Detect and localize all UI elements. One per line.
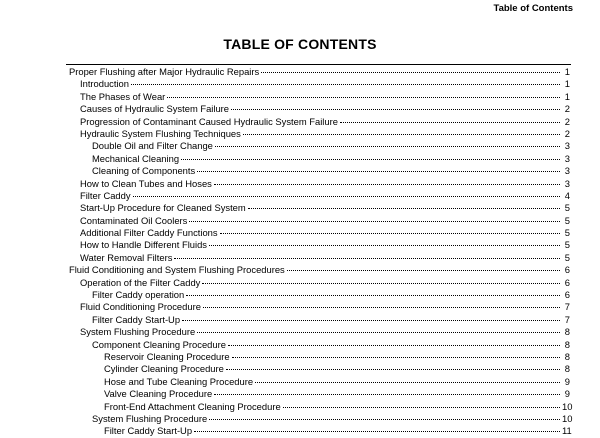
toc-entry-page-number: 8 (564, 363, 570, 375)
dot-leader (182, 320, 560, 321)
toc-entry-label: Cleaning of Components (92, 165, 196, 177)
toc-entry-label: Contaminated Oil Coolers (80, 214, 188, 226)
toc-entry[interactable] (0, 140, 600, 152)
toc-entry-page-number: 5 (564, 251, 570, 263)
toc-entry-label: The Phases of Wear (80, 90, 166, 102)
toc-entry-page-number: 9 (564, 388, 570, 400)
toc-entry[interactable] (0, 277, 600, 289)
toc-entry-page-number: 10 (562, 412, 573, 424)
toc-entry[interactable] (0, 153, 600, 165)
toc-entry-label: Fluid Conditioning and System Flushing Procedures (69, 264, 285, 276)
dot-leader (167, 97, 560, 98)
toc-entry-label: Filter Caddy Start-Up (92, 313, 181, 325)
toc-entry[interactable] (0, 165, 600, 177)
dot-leader (283, 407, 560, 408)
dot-leader (133, 196, 560, 197)
toc-entry-page-number: 11 (562, 425, 572, 437)
toc-entry[interactable] (0, 78, 600, 90)
dot-leader (209, 245, 560, 246)
dot-leader (215, 146, 560, 147)
dot-leader (228, 345, 560, 346)
toc-entry-label: Start-Up Procedure for Cleaned System (80, 202, 246, 214)
toc-entry-page-number: 9 (564, 375, 570, 387)
toc-entry-label: Double Oil and Filter Change (92, 140, 213, 152)
toc-entry-label: Additional Filter Caddy Functions (80, 227, 218, 239)
toc-entry[interactable] (0, 239, 600, 251)
toc-entry-label: Reservoir Cleaning Procedure (104, 350, 230, 362)
toc-entry[interactable] (0, 388, 600, 400)
dot-leader (209, 419, 560, 420)
toc-entry[interactable] (0, 128, 600, 140)
toc-entry[interactable] (0, 264, 600, 276)
toc-entry-page-number: 1 (564, 90, 570, 102)
toc-entry[interactable] (0, 413, 600, 425)
dot-leader (231, 109, 560, 110)
dot-leader (202, 283, 560, 284)
toc-entry[interactable] (0, 227, 600, 239)
dot-leader (181, 159, 560, 160)
toc-entry-page-number: 8 (564, 326, 570, 338)
toc-entry-label: How to Clean Tubes and Hoses (80, 177, 212, 189)
toc-entry-label: Mechanical Cleaning (92, 152, 180, 164)
toc-entry[interactable] (0, 103, 600, 115)
toc-entry[interactable] (0, 314, 600, 326)
toc-entry[interactable] (0, 252, 600, 264)
toc-entry[interactable] (0, 425, 600, 437)
dot-leader (189, 221, 560, 222)
toc-entry[interactable] (0, 401, 600, 413)
toc-entry[interactable] (0, 339, 600, 351)
toc-entry-label: Fluid Conditioning Procedure (80, 301, 201, 313)
toc-entry-page-number: 1 (564, 66, 570, 77)
toc-entry-page-number: 5 (564, 214, 570, 226)
toc-entry-label: Filter Caddy operation (92, 289, 185, 301)
dot-leader (197, 171, 560, 172)
toc-entry-label: System Flushing Procedure (92, 412, 208, 424)
toc-entry-page-number: 2 (564, 127, 570, 139)
toc-entry-page-number: 6 (564, 289, 570, 301)
toc-entry[interactable] (0, 190, 600, 202)
toc-entry[interactable] (0, 116, 600, 128)
dot-leader (194, 431, 560, 432)
toc-entry-label: Introduction (80, 78, 129, 90)
toc-list (0, 66, 600, 438)
running-header: Table of Contents (493, 3, 573, 14)
dot-leader (220, 233, 560, 234)
dot-leader (131, 84, 560, 85)
toc-entry[interactable] (0, 376, 600, 388)
toc-entry[interactable] (0, 91, 600, 103)
toc-entry[interactable] (0, 363, 600, 375)
toc-entry[interactable] (0, 351, 600, 363)
toc-entry-label: Causes of Hydraulic System Failure (80, 103, 230, 115)
toc-entry-page-number: 2 (564, 103, 570, 115)
toc-entry-page-number: 7 (564, 313, 570, 325)
dot-leader (261, 72, 560, 73)
toc-entry-page-number: 3 (564, 140, 570, 152)
toc-entry-page-number: 5 (564, 227, 570, 239)
toc-entry-label: Filter Caddy (80, 189, 131, 201)
page-title: TABLE OF CONTENTS (223, 36, 377, 52)
toc-entry-label: Hydraulic System Flushing Techniques (80, 127, 241, 139)
toc-entry-label: Filter Caddy Start-Up (104, 425, 193, 437)
toc-entry-page-number: 1 (564, 78, 570, 90)
toc-entry[interactable] (0, 66, 600, 78)
toc-entry-page-number: 6 (564, 264, 570, 276)
toc-entry-page-number: 4 (564, 189, 570, 201)
toc-entry[interactable] (0, 178, 600, 190)
toc-entry-label: Valve Cleaning Procedure (104, 388, 213, 400)
toc-entry[interactable] (0, 202, 600, 214)
toc-entry[interactable] (0, 326, 600, 338)
toc-entry-label: Proper Flushing after Major Hydraulic Repairs (69, 66, 260, 77)
toc-entry[interactable] (0, 215, 600, 227)
dot-leader (203, 307, 560, 308)
toc-entry[interactable] (0, 301, 600, 313)
dot-leader (255, 382, 560, 383)
toc-entry-label: Front-End Attachment Cleaning Procedure (104, 400, 281, 412)
dot-leader (243, 134, 560, 135)
toc-entry-label: Water Removal Filters (80, 251, 173, 263)
dot-leader (174, 258, 560, 259)
dot-leader (186, 295, 560, 296)
title-rule (66, 64, 571, 65)
toc-entry-label: Cylinder Cleaning Procedure (104, 363, 224, 375)
toc-entry-page-number: 3 (564, 152, 570, 164)
toc-entry-label: Progression of Contaminant Caused Hydraulic System Failure (80, 115, 338, 127)
toc-entry-page-number: 2 (564, 115, 570, 127)
toc-entry-page-number: 8 (564, 350, 570, 362)
dot-leader (197, 332, 560, 333)
dot-leader (232, 357, 560, 358)
toc-entry-page-number: 6 (564, 276, 570, 288)
toc-entry-page-number: 3 (564, 177, 570, 189)
dot-leader (214, 184, 560, 185)
toc-entry-page-number: 10 (562, 400, 573, 412)
dot-leader (226, 369, 560, 370)
toc-entry-page-number: 8 (564, 338, 570, 350)
toc-entry-page-number: 5 (564, 202, 570, 214)
toc-entry-label: System Flushing Procedure (80, 326, 196, 338)
toc-entry-page-number: 5 (564, 239, 570, 251)
dot-leader (340, 122, 560, 123)
toc-entry-label: Hose and Tube Cleaning Procedure (104, 375, 254, 387)
toc-entry-label: Operation of the Filter Caddy (80, 276, 201, 288)
dot-leader (214, 394, 560, 395)
dot-leader (248, 208, 560, 209)
dot-leader (287, 270, 560, 271)
toc-entry-page-number: 3 (564, 165, 570, 177)
toc-entry-page-number: 7 (564, 301, 570, 313)
toc-entry-label: How to Handle Different Fluids (80, 239, 207, 251)
toc-entry[interactable] (0, 289, 600, 301)
toc-entry-label: Component Cleaning Procedure (92, 338, 226, 350)
